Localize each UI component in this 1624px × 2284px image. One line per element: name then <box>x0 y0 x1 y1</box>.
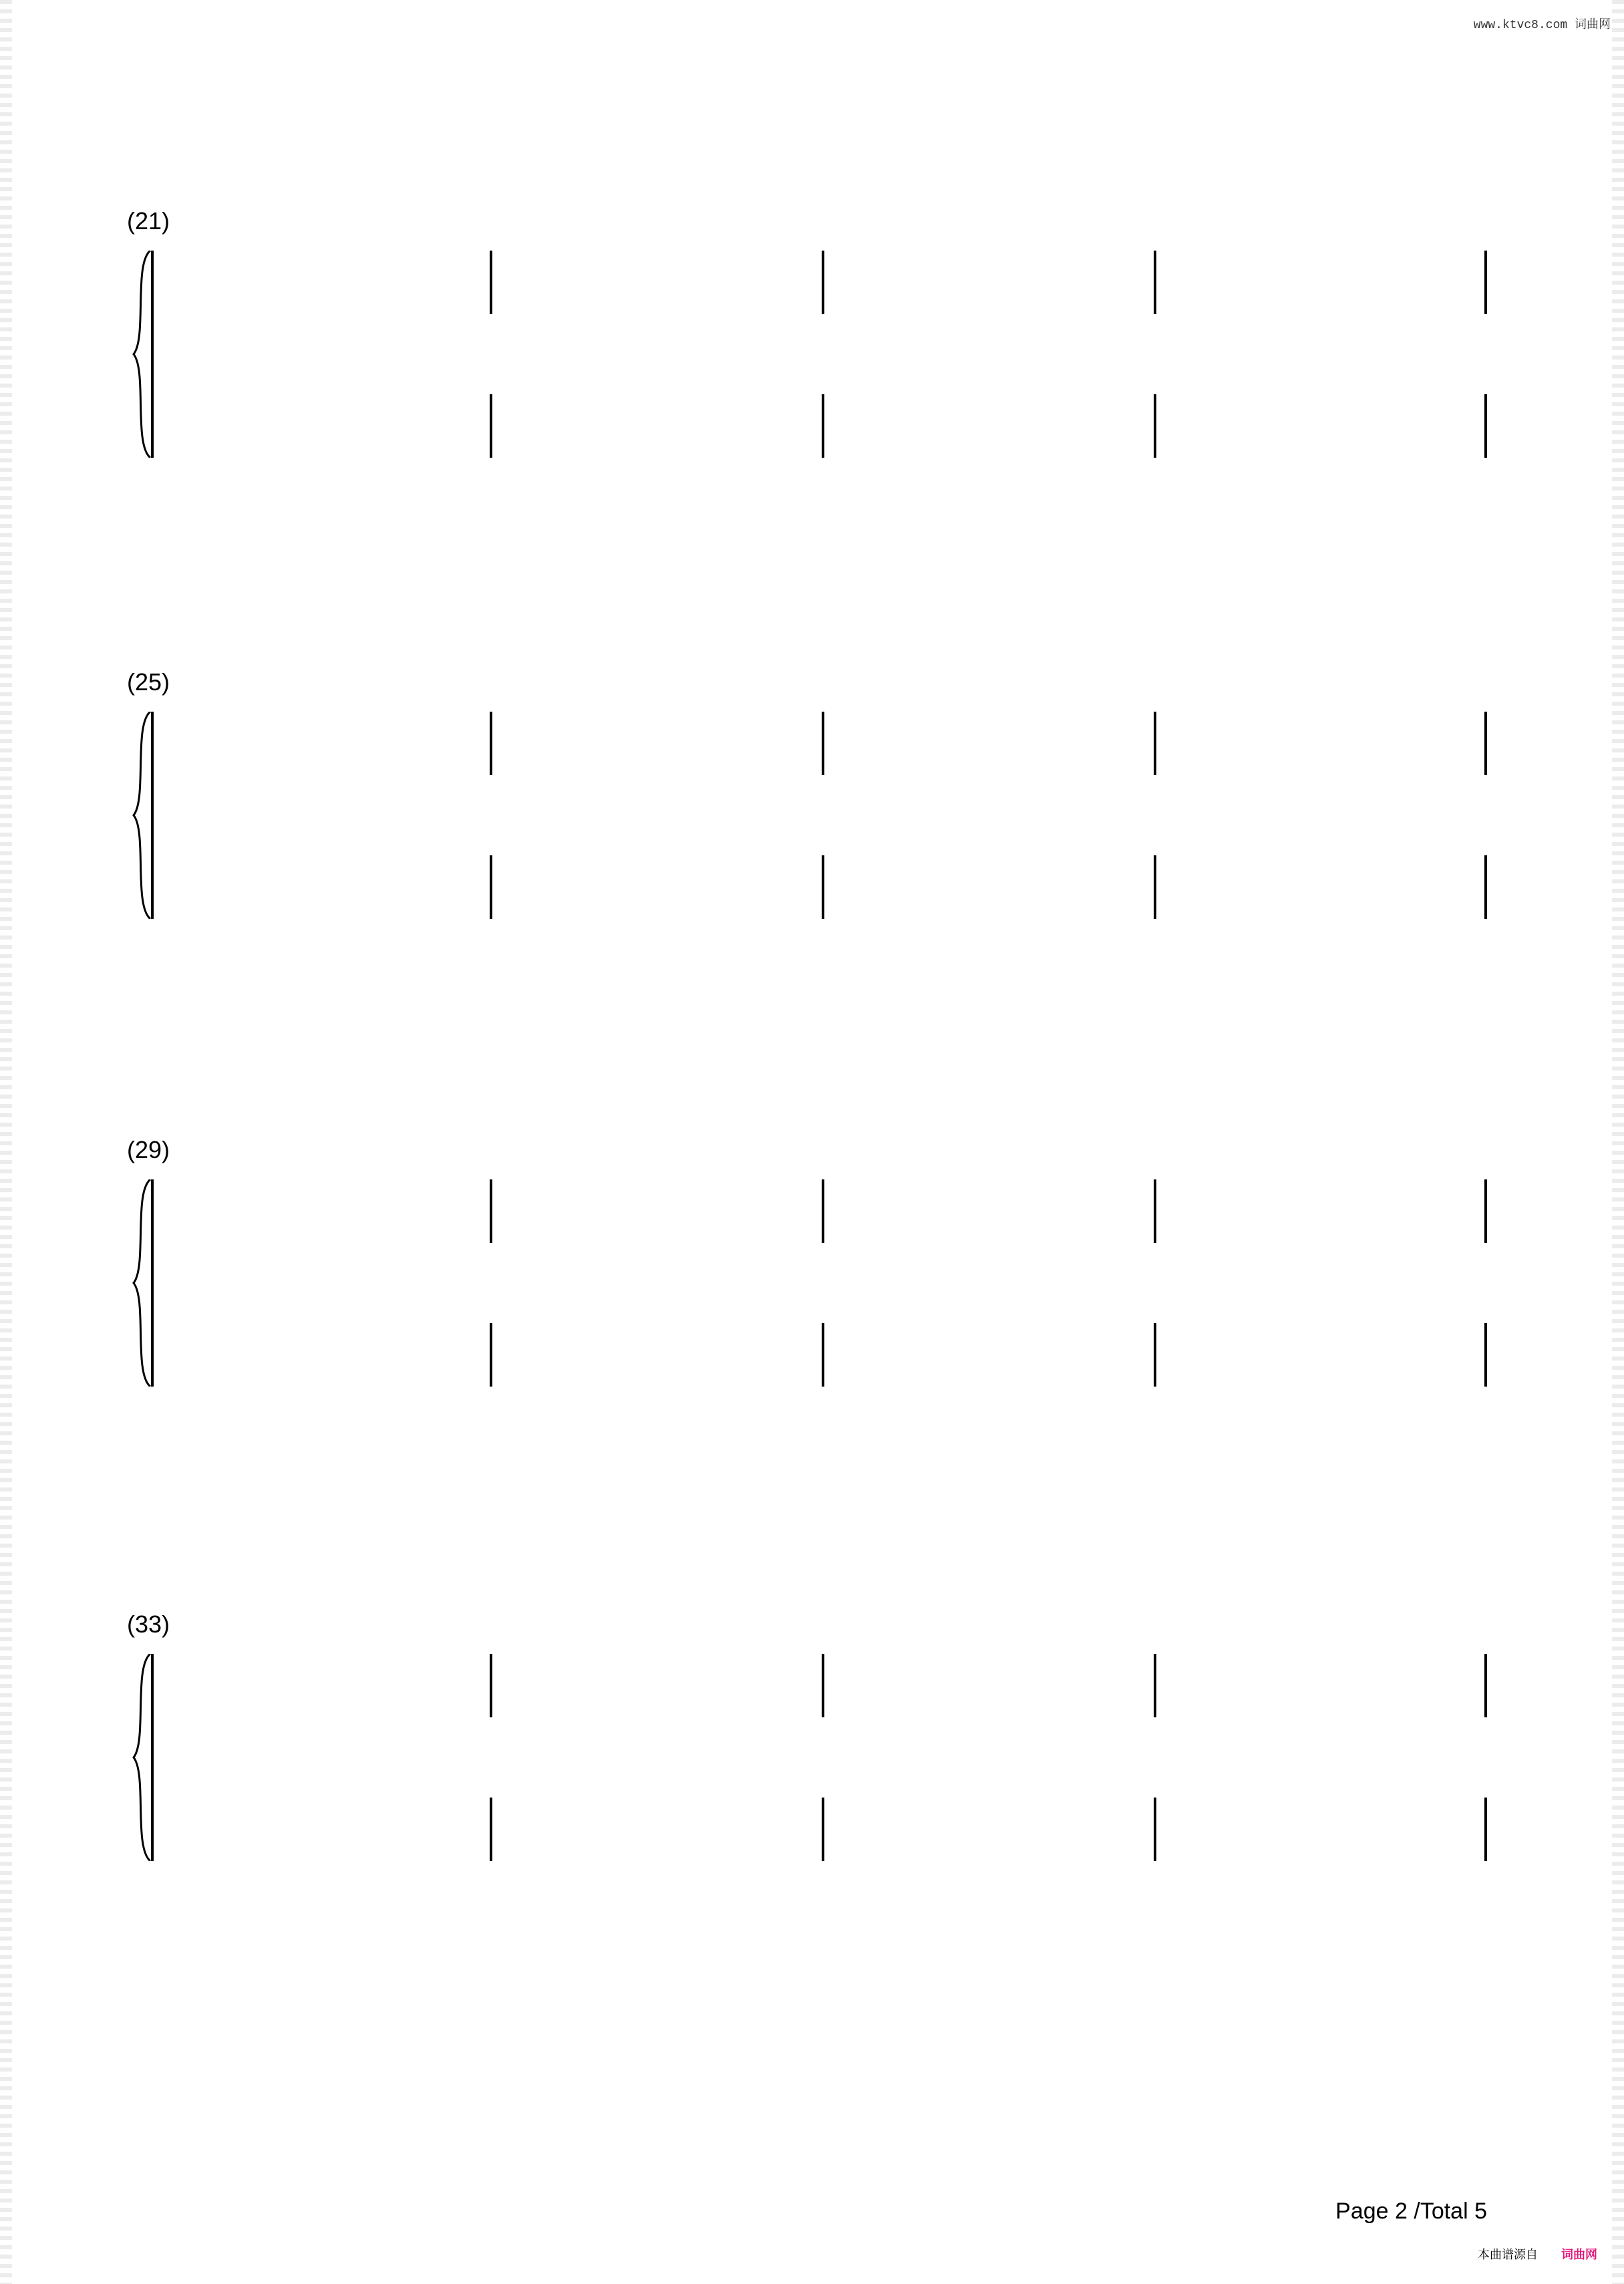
lower-barline <box>1154 1323 1156 1387</box>
lower-barline <box>1484 394 1487 458</box>
system-start-line <box>151 712 154 919</box>
system-start-line <box>151 1179 154 1387</box>
upper-barline <box>1484 1654 1487 1717</box>
measure-number: (33) <box>127 1610 170 1638</box>
upper-barline <box>490 712 492 775</box>
lower-barline <box>1154 394 1156 458</box>
upper-barline <box>1484 712 1487 775</box>
source-note: 本曲谱源自 <box>1477 2248 1538 2261</box>
upper-barline <box>490 1654 492 1717</box>
upper-barline <box>490 251 492 314</box>
score-system <box>120 1557 1496 1904</box>
upper-barline <box>822 1654 824 1717</box>
upper-barline <box>1154 712 1156 775</box>
measure-number: (29) <box>127 1136 170 1163</box>
lower-barline <box>1484 1323 1487 1387</box>
lower-barline <box>822 1323 824 1387</box>
lower-barline <box>1484 855 1487 919</box>
upper-barline <box>822 712 824 775</box>
lower-barline <box>822 855 824 919</box>
brand-logo-text: 词曲网 <box>1561 2248 1597 2261</box>
page-number: Page 2 /Total 5 <box>1335 2198 1487 2224</box>
lower-barline <box>490 855 492 919</box>
upper-barline <box>1484 251 1487 314</box>
upper-barline <box>1154 1654 1156 1717</box>
upper-barline <box>822 251 824 314</box>
lower-barline <box>490 1798 492 1861</box>
left-margin-strip <box>0 0 12 2284</box>
header-source-url: www.ktvc8.com 词曲网 <box>1473 19 1611 32</box>
system-start-line <box>151 251 154 458</box>
lower-barline <box>1154 1798 1156 1861</box>
source-credit <box>1478 2245 1597 2263</box>
upper-barline <box>1484 1179 1487 1243</box>
lower-barline <box>822 1798 824 1861</box>
lower-barline <box>1484 1798 1487 1861</box>
measure-number: (21) <box>127 207 170 235</box>
lower-barline <box>822 394 824 458</box>
score-system <box>120 1083 1496 1430</box>
right-margin-strip <box>1612 0 1624 2284</box>
lower-barline <box>490 394 492 458</box>
system-start-line <box>151 1654 154 1861</box>
score-system <box>120 154 1496 501</box>
lower-barline <box>1154 855 1156 919</box>
upper-barline <box>1154 251 1156 314</box>
score-system <box>120 615 1496 962</box>
upper-barline <box>822 1179 824 1243</box>
measure-number: (25) <box>127 668 170 696</box>
upper-barline <box>490 1179 492 1243</box>
lower-barline <box>490 1323 492 1387</box>
upper-barline <box>1154 1179 1156 1243</box>
